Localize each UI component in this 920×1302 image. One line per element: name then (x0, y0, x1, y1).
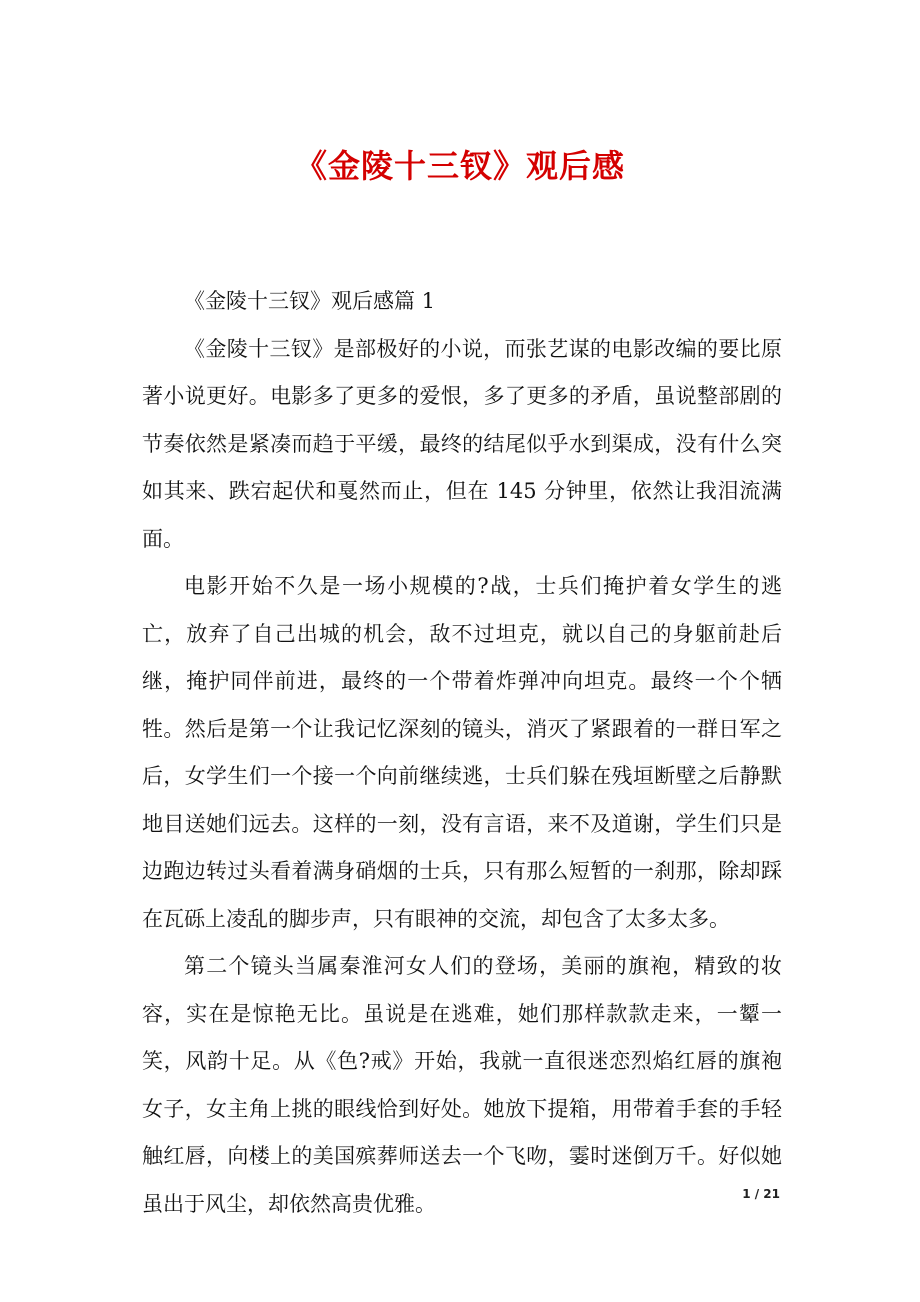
paragraph-2: 电影开始不久是一场小规模的?战，士兵们掩护着女学生的逃亡，放弃了自己出城的机会，敌不过坦克，就以自己的身躯前赴后继，掩护同伴前进，最终的一个带着炸弹冲向坦克。最终一个个牺牲。然后是第一个让我记忆深刻的镜头，消灭了紧跟着的一群日军之后，女学生们一个接一个向前继续逃，士兵们躲在残垣断壁之后静默地目送她们远去。这样的一刻，没有言语，来不及道谢，学生们只是边跑边转过头看着满身硝烟的士兵，只有那么短暂的一刹那，除却踩在瓦砾上凌乱的脚步声，只有眼神的交流，却包含了太多太多。 (142, 574, 782, 931)
section-heading: 《金陵十三钗》观后感篇 1 (184, 289, 436, 313)
document-body (142, 278, 782, 1228)
paragraph-3: 第二个镜头当属秦淮河女人们的登场，美丽的旗袍，精致的妆容，实在是惊艳无比。虽说是在逃难，她们那样款款走来，一颦一笑，风韵十足。从《色?戒》开始，我就一直很迷恋烈焰红唇的旗袍女子，女主角上挑的眼线恰到好处。她放下提箱，用带着手套的手轻触红唇，向楼上的美国殡葬师送去一个飞吻，霎时迷倒万千。好似她虽出于风尘，却依然高贵优雅。 (142, 954, 782, 1216)
paragraph-1: 《金陵十三钗》是部极好的小说，而张艺谋的电影改编的要比原著小说更好。电影多了更多的爱恨，多了更多的矛盾，虽说整部剧的节奏依然是紧凑而趋于平缓，最终的结尾似乎水到渠成，没有什么突如其来、跌宕起伏和戛然而止，但在 145 分钟里，依然让我泪流满面。 (142, 336, 782, 551)
document-title: 《金陵十三钗》观后感 (294, 147, 625, 185)
page-indicator: 1 / 21 (742, 1187, 780, 1201)
